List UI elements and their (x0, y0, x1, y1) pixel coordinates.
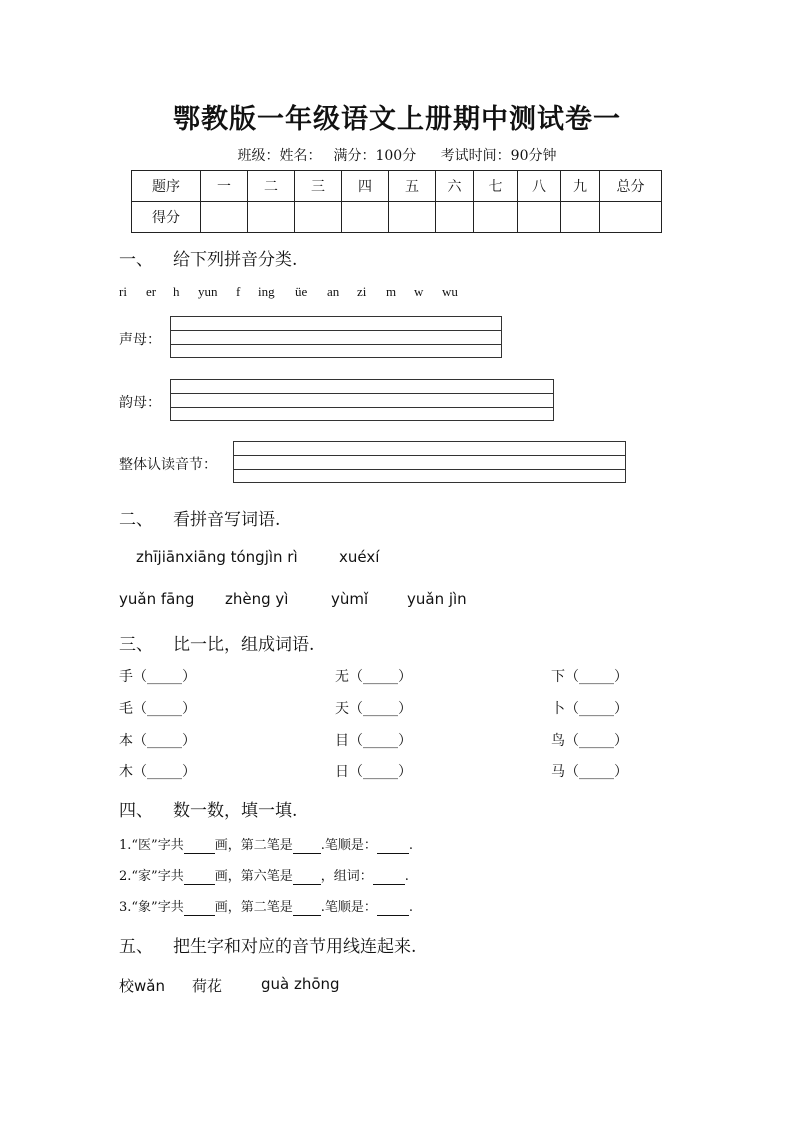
section-number: 二、 (119, 510, 153, 530)
answer-blank[interactable] (184, 869, 215, 885)
header-cell: 一 (201, 171, 248, 202)
section-number: 三、 (119, 635, 153, 655)
section-title: 给下列拼音分类. (173, 250, 298, 270)
header-cell: 三 (295, 171, 342, 202)
compare-item: 鸟（_____） (551, 733, 628, 749)
syllable: zi (357, 284, 367, 299)
score-table-score-row (132, 202, 662, 233)
answer-blank[interactable] (184, 838, 215, 854)
question-text: 1.“医”字共 (119, 838, 184, 853)
score-cell[interactable] (436, 202, 474, 233)
match-item: 荷花 (192, 977, 223, 995)
page-title: 鄂教版一年级语文上册期中测试卷一 (173, 104, 621, 135)
syllable: ing (258, 284, 275, 299)
pinyin-word: zhījiānxiāng tóngjìn rì (136, 548, 298, 566)
score-cell[interactable] (248, 202, 295, 233)
section-4-heading (119, 796, 297, 821)
question-text: ，组词： (320, 869, 373, 884)
section-title: 把生字和对应的音节用线连起来. (173, 937, 417, 957)
compare-item: 木（_____） (119, 764, 196, 780)
answer-blank[interactable] (293, 869, 321, 885)
header-cell: 九 (561, 171, 600, 202)
syllable: f (236, 284, 241, 299)
pinyin-word: zhèng yì (225, 590, 289, 608)
exam-info (0, 145, 794, 165)
question-text: . (404, 869, 409, 884)
row-label: 得分 (132, 202, 201, 233)
score-cell[interactable] (518, 202, 561, 233)
answer-blank[interactable] (377, 900, 409, 916)
question-text: . (408, 900, 413, 915)
answer-blank[interactable] (293, 900, 321, 916)
section-title: 数一数，填一填. (173, 801, 298, 821)
syllable: w (414, 284, 424, 299)
answer-blank[interactable] (184, 900, 215, 916)
syllable: üe (295, 284, 308, 299)
score-table-header-row (132, 171, 662, 202)
header-cell: 二 (248, 171, 295, 202)
compare-item: 下（_____） (551, 669, 628, 685)
score-cell[interactable] (600, 202, 662, 233)
syllable: er (146, 284, 157, 299)
section-title: 看拼音写词语. (173, 510, 281, 530)
pinyin-word: yuǎn jìn (407, 590, 467, 608)
question-text: . (408, 838, 413, 853)
header-cell: 七 (474, 171, 518, 202)
question-text: .笔顺是： (320, 900, 377, 915)
question-text: 3.“象”字共 (119, 900, 184, 915)
compare-item: 天（_____） (335, 701, 412, 717)
compare-item: 卜（_____） (551, 701, 628, 717)
compare-item: 日（_____） (335, 764, 412, 780)
question-text: 2.“家”字共 (119, 869, 184, 884)
section-1-heading (119, 245, 297, 270)
answer-blank[interactable] (377, 838, 409, 854)
pinyin-word: xuéxí (339, 548, 380, 566)
shengmu-label: 声母： (119, 332, 161, 348)
score-cell[interactable] (295, 202, 342, 233)
pinyin-word: yùmǐ (331, 590, 369, 608)
shengmu-writing-lines[interactable] (170, 316, 502, 358)
match-item: guà zhōng (261, 975, 340, 993)
answer-blank[interactable] (373, 869, 405, 885)
syllable: an (327, 284, 340, 299)
compare-item: 毛（_____） (119, 701, 196, 717)
yunmu-writing-lines[interactable] (170, 379, 554, 421)
score-cell[interactable] (201, 202, 248, 233)
zhengti-label: 整体认读音节： (119, 457, 217, 473)
question-3 (119, 896, 413, 916)
section-number: 一、 (119, 250, 153, 270)
syllable: ri (119, 284, 127, 299)
section-2-heading (119, 505, 280, 530)
match-item: 校wǎn (119, 977, 165, 995)
section-3-heading (119, 630, 314, 655)
compare-item: 马（_____） (551, 764, 628, 780)
compare-item: 手（_____） (119, 669, 196, 685)
question-2 (119, 865, 409, 885)
question-text: 画，第二笔是 (214, 900, 293, 915)
class-label: 班级： (237, 148, 280, 164)
syllable: wu (442, 284, 458, 299)
question-text: 画，第六笔是 (214, 869, 293, 884)
full-score: 满分：100分 (333, 148, 417, 164)
section-5-heading (119, 932, 416, 957)
syllable: m (386, 284, 397, 299)
score-cell[interactable] (389, 202, 436, 233)
syllable: h (173, 284, 180, 299)
section-number: 四、 (119, 801, 153, 821)
question-1 (119, 834, 413, 854)
compare-item: 无（_____） (335, 669, 412, 685)
exam-time: 考试时间：90分钟 (440, 148, 557, 164)
header-cell: 题序 (132, 171, 201, 202)
compare-item: 目（_____） (335, 733, 412, 749)
section-title: 比一比，组成词语. (173, 635, 315, 655)
syllable: yun (198, 284, 218, 299)
score-cell[interactable] (474, 202, 518, 233)
header-cell: 八 (518, 171, 561, 202)
score-cell[interactable] (561, 202, 600, 233)
zhengti-writing-lines[interactable] (233, 441, 626, 483)
header-cell: 六 (436, 171, 474, 202)
section-number: 五、 (119, 937, 153, 957)
answer-blank[interactable] (293, 838, 321, 854)
name-label: 姓名： (279, 148, 322, 164)
header-cell: 五 (389, 171, 436, 202)
pinyin-word: yuǎn fāng (119, 590, 195, 608)
question-text: .笔顺是： (320, 838, 377, 853)
question-text: 画，第二笔是 (214, 838, 293, 853)
header-cell: 四 (342, 171, 389, 202)
compare-item: 本（_____） (119, 733, 196, 749)
syllable-list (0, 284, 794, 300)
score-cell[interactable] (342, 202, 389, 233)
header-cell: 总分 (600, 171, 662, 202)
score-table (131, 170, 662, 233)
yunmu-label: 韵母： (119, 395, 161, 411)
